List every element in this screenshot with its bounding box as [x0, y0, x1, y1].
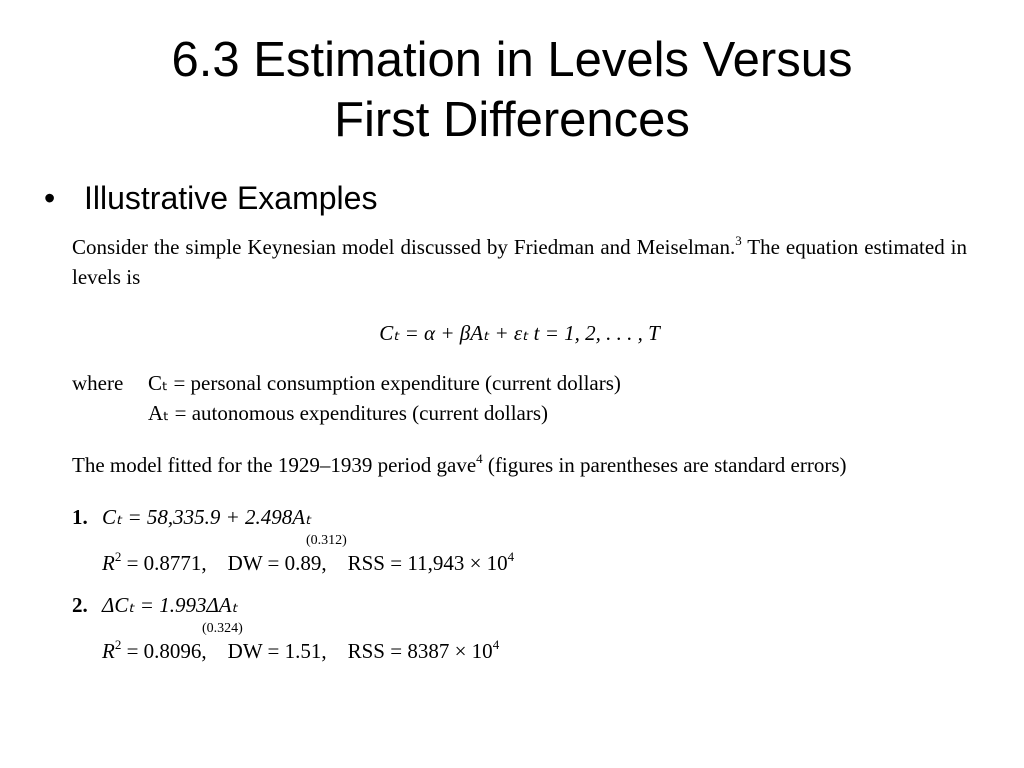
result-1 [72, 502, 967, 590]
fit-text-a: The model fitted for the 1929–1939 period gave [72, 453, 477, 477]
r-squared: 0.8096 [143, 639, 202, 663]
standard-error: (0.324) [202, 621, 243, 636]
definition-a-text: Aₜ = autonomous expenditures (current dollars) [148, 401, 549, 425]
where-label: where [72, 371, 124, 395]
result-stats: $R^2 = 0.8096$, DW = 1.51, RSS = $8387 \times 10^4$ [102, 637, 500, 663]
fit-paragraph [72, 450, 967, 480]
result-number: 1. [72, 505, 88, 529]
durbin-watson: 0.89 [284, 551, 322, 575]
intro-text-a: Consider the simple Keynesian model discussed by Friedman and Meiselman. [72, 235, 736, 259]
standard-error: (0.312) [306, 533, 347, 548]
durbin-watson: 1.51 [284, 639, 322, 663]
title-line-1: 6.3 Estimation in Levels Versus [171, 33, 853, 87]
footnote-4: 4 [476, 451, 483, 466]
intro-text-b: The equation estimated in levels is [72, 235, 967, 289]
definition-c-text: Cₜ = personal consumption expenditure (current dollars) [148, 371, 621, 395]
r-squared: 0.8771 [143, 551, 202, 575]
rss-value: 11,943 [407, 551, 465, 575]
definition-a [72, 398, 967, 428]
model-equation-text: Cₜ = α + βAₜ + εₜ t = 1, 2, . . . , T [379, 321, 660, 345]
bullet-text: Illustrative Examples [84, 180, 378, 216]
result-equation: ΔCₜ = 1.993ΔAₜ [102, 593, 238, 617]
title-line-2: First Differences [334, 93, 690, 147]
result-2 [72, 590, 967, 678]
textbook-excerpt [72, 232, 967, 678]
footnote-3: 3 [735, 233, 742, 248]
rss-exponent: 4 [492, 637, 500, 652]
rss-value: 8387 [407, 639, 450, 663]
fit-text-b: (figures in parentheses are standard errors) [482, 453, 847, 477]
definitions [72, 368, 967, 428]
result-number: 2. [72, 593, 88, 617]
rss-exponent: 4 [507, 549, 515, 564]
model-equation [72, 318, 967, 348]
bullet-item [44, 178, 377, 218]
intro-paragraph [72, 232, 967, 292]
result-equation: Cₜ = 58,335.9 + 2.498Aₜ [102, 505, 312, 529]
result-stats: $R^2 = 0.8771$, DW = 0.89, RSS = $11,943 \times 10^4$ [102, 549, 515, 575]
slide-title [0, 30, 1024, 150]
bullet-dot: • [44, 180, 56, 216]
definition-c [72, 368, 967, 398]
